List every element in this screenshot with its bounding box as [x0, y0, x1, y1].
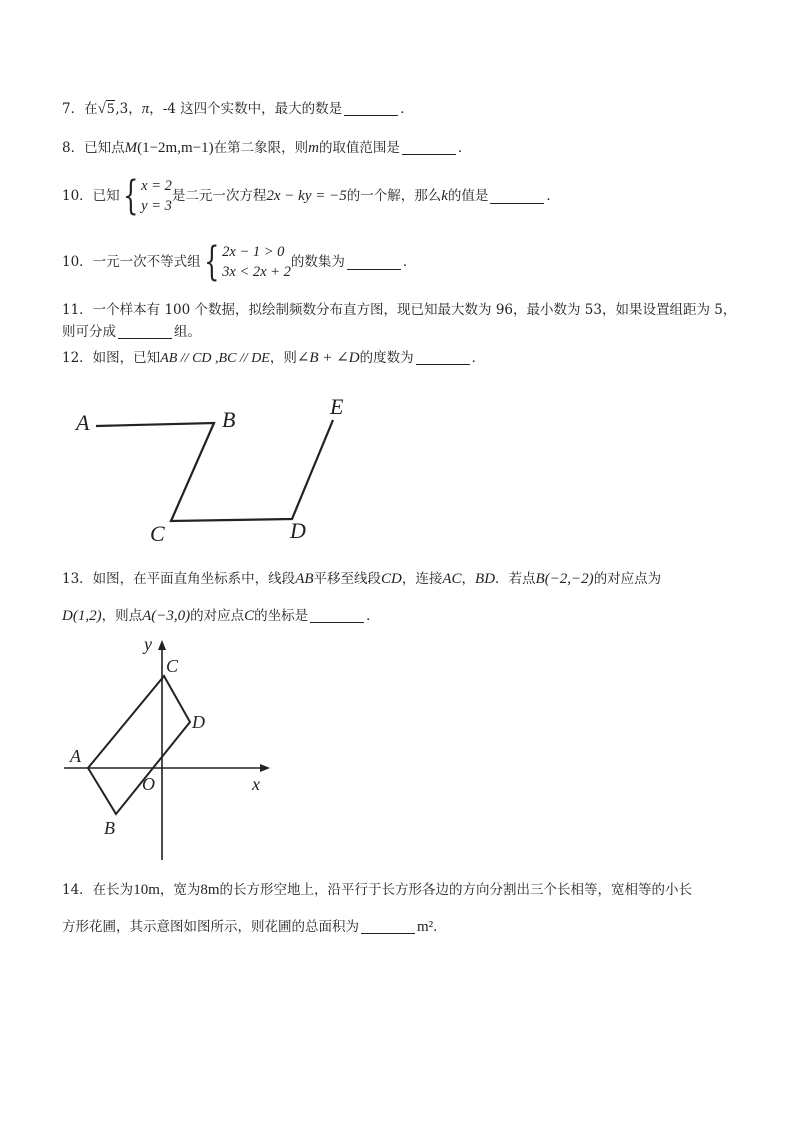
question-11: 11．一个样本有 100 个数据，拟绘制频数分布直方图，现已知最大数为 96，最小数为 53，如果设置组距为 5， 则可分成 组。 [62, 302, 737, 340]
parallelogram-ACDB [88, 676, 190, 814]
answer-blank[interactable] [490, 188, 544, 204]
label-O: O [142, 774, 155, 794]
question-7: 7．在√5,3，π，-4 这四个实数中，最大的数是 ． [62, 101, 414, 117]
label-B: B [222, 407, 236, 432]
answer-blank[interactable] [416, 349, 470, 365]
sqrt-radicand: 5 [106, 101, 115, 117]
answer-blank[interactable] [361, 918, 415, 934]
label-C: C [166, 656, 179, 676]
label-y: y [144, 634, 152, 654]
figure-13-coordinate-plane [60, 632, 280, 864]
figure-12-diagram [60, 388, 360, 548]
answer-blank[interactable] [347, 254, 401, 270]
answer-blank[interactable] [118, 323, 172, 339]
figure-12-zigzag [96, 420, 333, 521]
question-8: 8．已知点M(1−2m,m−1)在第二象限，则m的取值范围是 ． [62, 140, 472, 156]
label-A: A [70, 746, 81, 766]
label-D: D [192, 712, 205, 732]
label-B: B [104, 818, 115, 838]
label-D: D [290, 518, 306, 543]
x-axis-arrow [260, 764, 270, 772]
answer-blank[interactable] [402, 139, 456, 155]
inequality-system: 2x − 1 > 0 3x < 2x + 2 [222, 244, 291, 280]
label-x: x [252, 774, 260, 794]
answer-blank[interactable] [344, 100, 398, 116]
y-axis-arrow [158, 640, 166, 650]
question-12: 12．如图，已知AB // CD ,BC // DE，则∠B + ∠D的度数为 ． [62, 350, 486, 366]
label-E: E [330, 394, 344, 419]
equation-system: x = 2 y = 3 [141, 178, 172, 214]
question-10b: 10．一元一次不等式组{ 2x − 1 > 0 3x < 2x + 2的数集为 ． [62, 239, 417, 285]
answer-blank[interactable] [310, 607, 364, 623]
label-C: C [150, 521, 165, 546]
question-13: 13．如图，在平面直角坐标系中，线段AB平移至线段CD，连接AC，BD．若点B(−2,−2)的对应点为 D(1,2)，则点A(−3,0)的对应点C的坐标是 ． [62, 571, 662, 624]
label-A: A [76, 410, 90, 435]
question-10a: 10．已知{ x = 2 y = 3是二元一次方程2x − ky = −5的一个解，那么k的值是 ． [62, 173, 560, 219]
question-14: 14．在长为10m，宽为8m的长方形空地上，沿平行于长方形各边的方向分割出三个长相等，宽相等的小长 方形花圃，其示意图如图所示，则花圃的总面积为 m²． [62, 882, 693, 935]
